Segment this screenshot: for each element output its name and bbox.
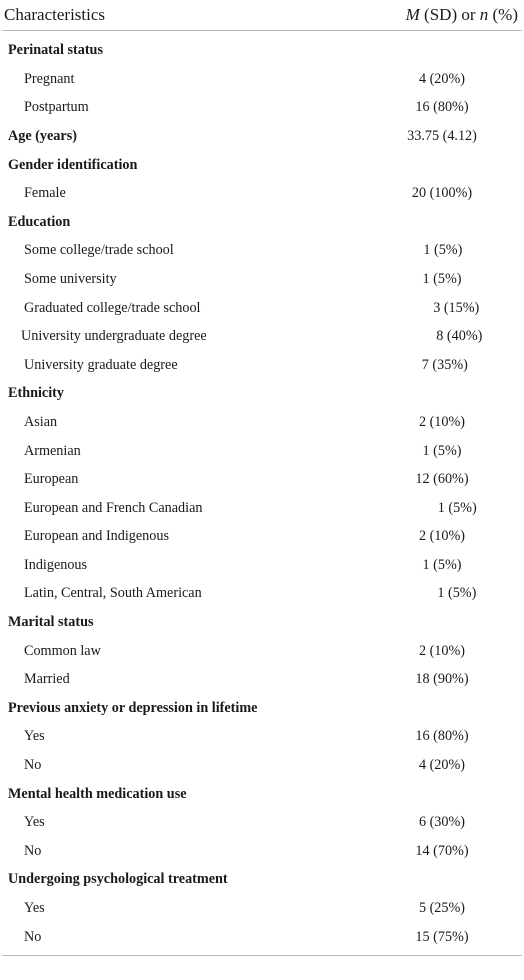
table-row — [2, 322, 522, 351]
header-value-column — [406, 6, 522, 23]
row-label: No — [24, 928, 42, 945]
row-label: Armenian — [24, 442, 81, 459]
table-row — [2, 93, 522, 122]
table-row — [2, 351, 522, 380]
table-row — [2, 808, 522, 837]
row-label: Common law — [24, 642, 101, 659]
row-label: Pregnant — [24, 70, 75, 87]
row-label: Marital status — [8, 614, 94, 631]
row-value: 33.75 (4.12) — [407, 127, 477, 144]
row-value: 4 (20%) — [418, 757, 466, 774]
row-value: 2 (10%) — [418, 413, 466, 430]
table-row — [2, 293, 522, 322]
table-row — [2, 922, 522, 951]
row-label: University undergraduate degree — [21, 328, 207, 345]
row-label: Asian — [24, 413, 58, 430]
row-value: 1 (5%) — [422, 270, 462, 287]
row-label: Education — [8, 213, 71, 230]
table-row — [2, 179, 522, 208]
row-label: Gender identification — [8, 156, 138, 173]
row-label: Married — [24, 671, 70, 688]
row-value: 5 (25%) — [418, 900, 466, 916]
table-group-row — [2, 779, 522, 808]
table-row — [2, 265, 522, 294]
table-row — [2, 494, 522, 523]
row-label: Yes — [24, 900, 45, 916]
row-label: Perinatal status — [8, 42, 103, 59]
row-label: Female — [24, 185, 66, 202]
table-group-row — [2, 122, 522, 151]
row-value: 1 (5%) — [422, 442, 462, 459]
row-label: Age (years) — [8, 127, 77, 144]
row-label: Postpartum — [24, 99, 89, 116]
row-label: European and Indigenous — [24, 528, 169, 545]
row-label: Indigenous — [24, 556, 88, 573]
header-m: M — [405, 4, 420, 24]
row-value: 7 (35%) — [421, 356, 468, 373]
row-value: 4 (20%) — [418, 70, 466, 87]
row-label: Yes — [24, 814, 45, 831]
row-value: 16 (80%) — [415, 99, 469, 116]
table-group-row — [2, 608, 522, 637]
table-group-row — [2, 150, 522, 179]
row-label: Some college/trade school — [24, 242, 174, 259]
table-body — [2, 36, 522, 951]
row-label: Graduated college/trade school — [24, 299, 201, 316]
row-label: Undergoing psychological treatment — [8, 871, 228, 888]
row-value: 14 (70%) — [415, 842, 469, 859]
row-value: 18 (90%) — [415, 671, 469, 688]
row-value: 1 (5%) — [437, 499, 477, 516]
table-group-row — [2, 694, 522, 723]
row-label: No — [24, 757, 42, 774]
row-value: 3 (15%) — [433, 299, 480, 316]
table-row — [2, 837, 522, 866]
table-row — [2, 522, 522, 551]
row-value: 1 (5%) — [422, 556, 462, 573]
row-value: 16 (80%) — [415, 728, 469, 745]
row-label: Ethnicity — [8, 385, 64, 402]
table-header-row — [2, 0, 522, 28]
row-label: Mental health medication use — [8, 785, 187, 802]
table-row — [2, 236, 522, 265]
row-label: Some university — [24, 270, 117, 287]
row-value: 2 (10%) — [418, 528, 466, 545]
row-label: University graduate degree — [24, 356, 178, 373]
table-row — [2, 436, 522, 465]
row-value: 12 (60%) — [415, 471, 469, 488]
row-value: 2 (10%) — [418, 642, 466, 659]
demographics-table — [2, 0, 522, 956]
table-row — [2, 722, 522, 751]
table-group-row — [2, 208, 522, 237]
header-pct: (%) — [488, 4, 518, 24]
row-value: 20 (100%) — [411, 185, 473, 202]
table-row — [2, 465, 522, 494]
table-row — [2, 65, 522, 94]
table-group-row — [2, 865, 522, 894]
header-characteristics: Characteristics — [4, 4, 106, 24]
bottom-rule — [2, 955, 522, 956]
table-row — [2, 665, 522, 694]
row-value: 1 (5%) — [423, 242, 463, 259]
header-sd: (SD) or — [419, 4, 480, 24]
table-row — [2, 551, 522, 580]
row-label: European and French Canadian — [24, 499, 203, 516]
row-label: European — [24, 471, 79, 488]
table-row — [2, 579, 522, 608]
table-row — [2, 751, 522, 780]
row-value: 15 (75%) — [415, 928, 469, 945]
row-value: 6 (30%) — [418, 814, 466, 831]
row-label: Previous anxiety or depression in lifetime — [8, 699, 258, 716]
row-value: 1 (5%) — [437, 585, 477, 602]
row-value: 8 (40%) — [436, 328, 483, 345]
table-row — [2, 636, 522, 665]
row-label: Latin, Central, South American — [24, 585, 202, 602]
table-row — [2, 408, 522, 437]
table-group-row — [2, 36, 522, 65]
row-label: No — [24, 842, 42, 859]
row-label: Yes — [24, 728, 45, 745]
table-row — [2, 894, 522, 923]
header-n: n — [479, 4, 489, 24]
table-group-row — [2, 379, 522, 408]
